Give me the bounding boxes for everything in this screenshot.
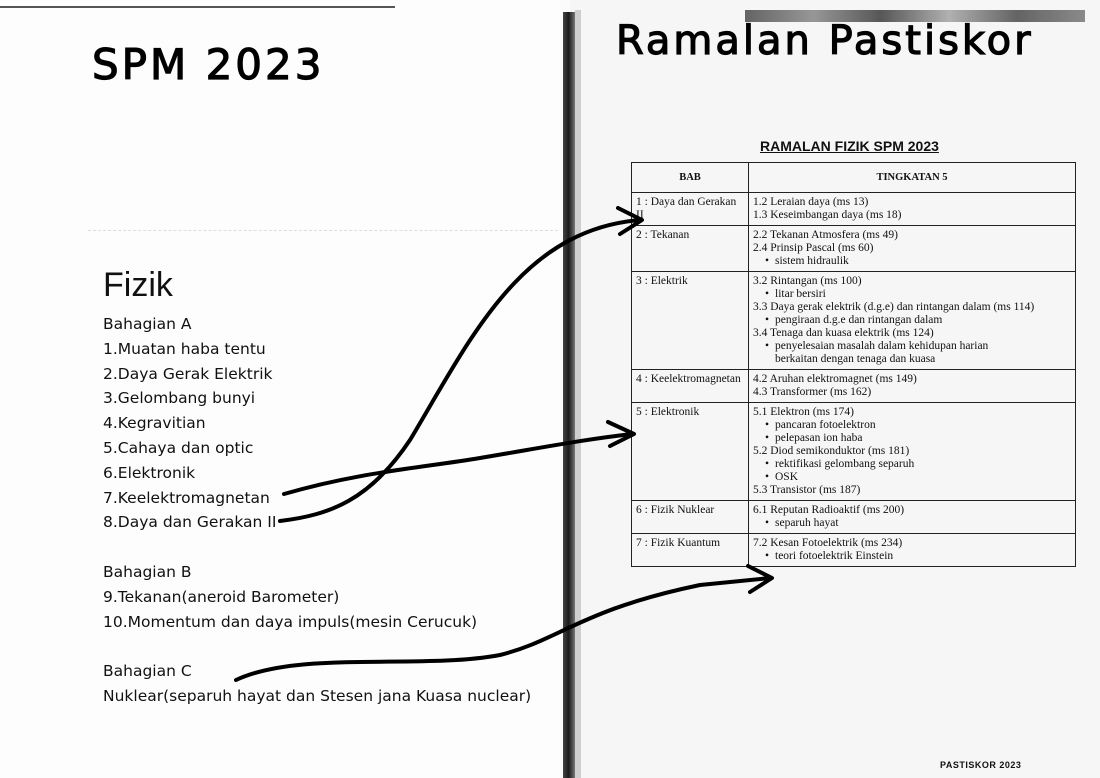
bab-cell: 5 : Elektronik (632, 403, 749, 501)
subtopic-bullet: • rektifikasi gelombang separuh (753, 458, 1071, 471)
subtopic-line: berkaitan dengan tenaga dan kuasa (775, 353, 936, 365)
subtopic-line: 5.2 Diod semikonduktor (ms 181) (753, 445, 910, 457)
topic-item: 5.Cahaya dan optic (103, 438, 254, 457)
subtopic-line: 3.4 Tenaga dan kuasa elektrik (ms 124) (753, 327, 934, 339)
bab-cell: 7 : Fizik Kuantum (632, 534, 749, 567)
arrow-nuklear (236, 578, 770, 680)
subtopic-bullet: • pengiraan d.g.e dan rintangan dalam (753, 314, 1071, 327)
bab-cell: 4 : Keelektromagnetan (632, 370, 749, 403)
ramalan-table-title: RAMALAN FIZIK SPM 2023 (760, 138, 939, 154)
subtopic-line: 6.1 Reputan Radioaktif (ms 200) (753, 504, 905, 516)
arrow-daya-gerakan (280, 220, 640, 521)
topic-item: 4.Kegravitian (103, 414, 206, 433)
subtopic-bullet: • sistem hidraulik (753, 255, 1071, 268)
subtopic-line: 7.2 Kesan Fotoelektrik (ms 234) (753, 537, 903, 549)
topic-item: 6.Elektronik (103, 463, 196, 482)
subtopic-line: 4.3 Transformer (ms 162) (753, 386, 872, 398)
handwritten-ramalan-title: Ramalan Pastiskor (616, 18, 1034, 64)
footer-label: PASTISKOR 2023 (940, 760, 1022, 770)
bahagian-c-label: Bahagian C (103, 662, 192, 681)
topic-item: 2.Daya Gerak Elektrik (103, 364, 273, 383)
subtopic-line: 2.4 Prinsip Pascal (ms 60) (753, 242, 874, 254)
subtopic-line: 4.2 Aruhan elektromagnet (ms 149) (753, 373, 917, 385)
bab-cell: 1 : Daya dan Gerakan II (632, 193, 749, 226)
topic-item: 9.Tekanan(aneroid Barometer) (103, 587, 340, 606)
subtopic-bullet: • litar bersiri (753, 288, 1071, 301)
bab-cell: 6 : Fizik Nuklear (632, 501, 749, 534)
handwritten-spm-title: SPM 2023 (92, 40, 325, 89)
subtopic-line: 1.2 Leraian daya (ms 13) (753, 196, 869, 208)
topic-item: 3.Gelombang bunyi (103, 389, 256, 408)
column-header-tingkatan: TINGKATAN 5 (749, 163, 1076, 193)
subtopic-bullet: • OSK (753, 471, 1071, 484)
topic-item: 8.Daya dan Gerakan II (103, 513, 277, 532)
subtopic-line: 5.1 Elektron (ms 174) (753, 406, 854, 418)
subtopic-line: 5.3 Transistor (ms 187) (753, 484, 861, 496)
bahagian-b-label: Bahagian B (103, 562, 192, 581)
bab-cell: 3 : Elektrik (632, 272, 749, 370)
subtopic-line: 1.3 Keseimbangan daya (ms 18) (753, 209, 902, 221)
subtopic-line: 3.3 Daya gerak elektrik (d.g.e) dan rintangan dalam (ms 114) (753, 301, 1035, 313)
subtopic-bullet: • pancaran fotoelektron (753, 419, 1071, 432)
bahagian-a-label: Bahagian A (103, 315, 192, 333)
topic-item: 1.Muatan haba tentu (103, 339, 266, 358)
subtopic-line: 2.2 Tekanan Atmosfera (ms 49) (753, 229, 898, 241)
arrow-keelektromagnetan (284, 434, 632, 494)
subtopic-bullet: • teori fotoelektrik Einstein (753, 550, 1071, 563)
subtopic-line: 3.2 Rintangan (ms 100) (753, 275, 862, 287)
subtopic-bullet: • penyelesaian masalah dalam kehidupan harian (753, 340, 1071, 353)
column-header-bab: BAB (632, 163, 749, 193)
fizik-heading: Fizik (103, 266, 173, 304)
subtopic-bullet: • pelepasan ion haba (753, 432, 1071, 445)
subtopic-bullet: • separuh hayat (753, 517, 1071, 530)
topic-item: 7.Keelektromagnetan (103, 488, 270, 507)
topic-item: Nuklear(separuh hayat dan Stesen jana Kuasa nuclear) (103, 686, 532, 705)
topic-item: 10.Momentum dan daya impuls(mesin Cerucuk) (103, 612, 478, 631)
bab-cell: 2 : Tekanan (632, 226, 749, 272)
